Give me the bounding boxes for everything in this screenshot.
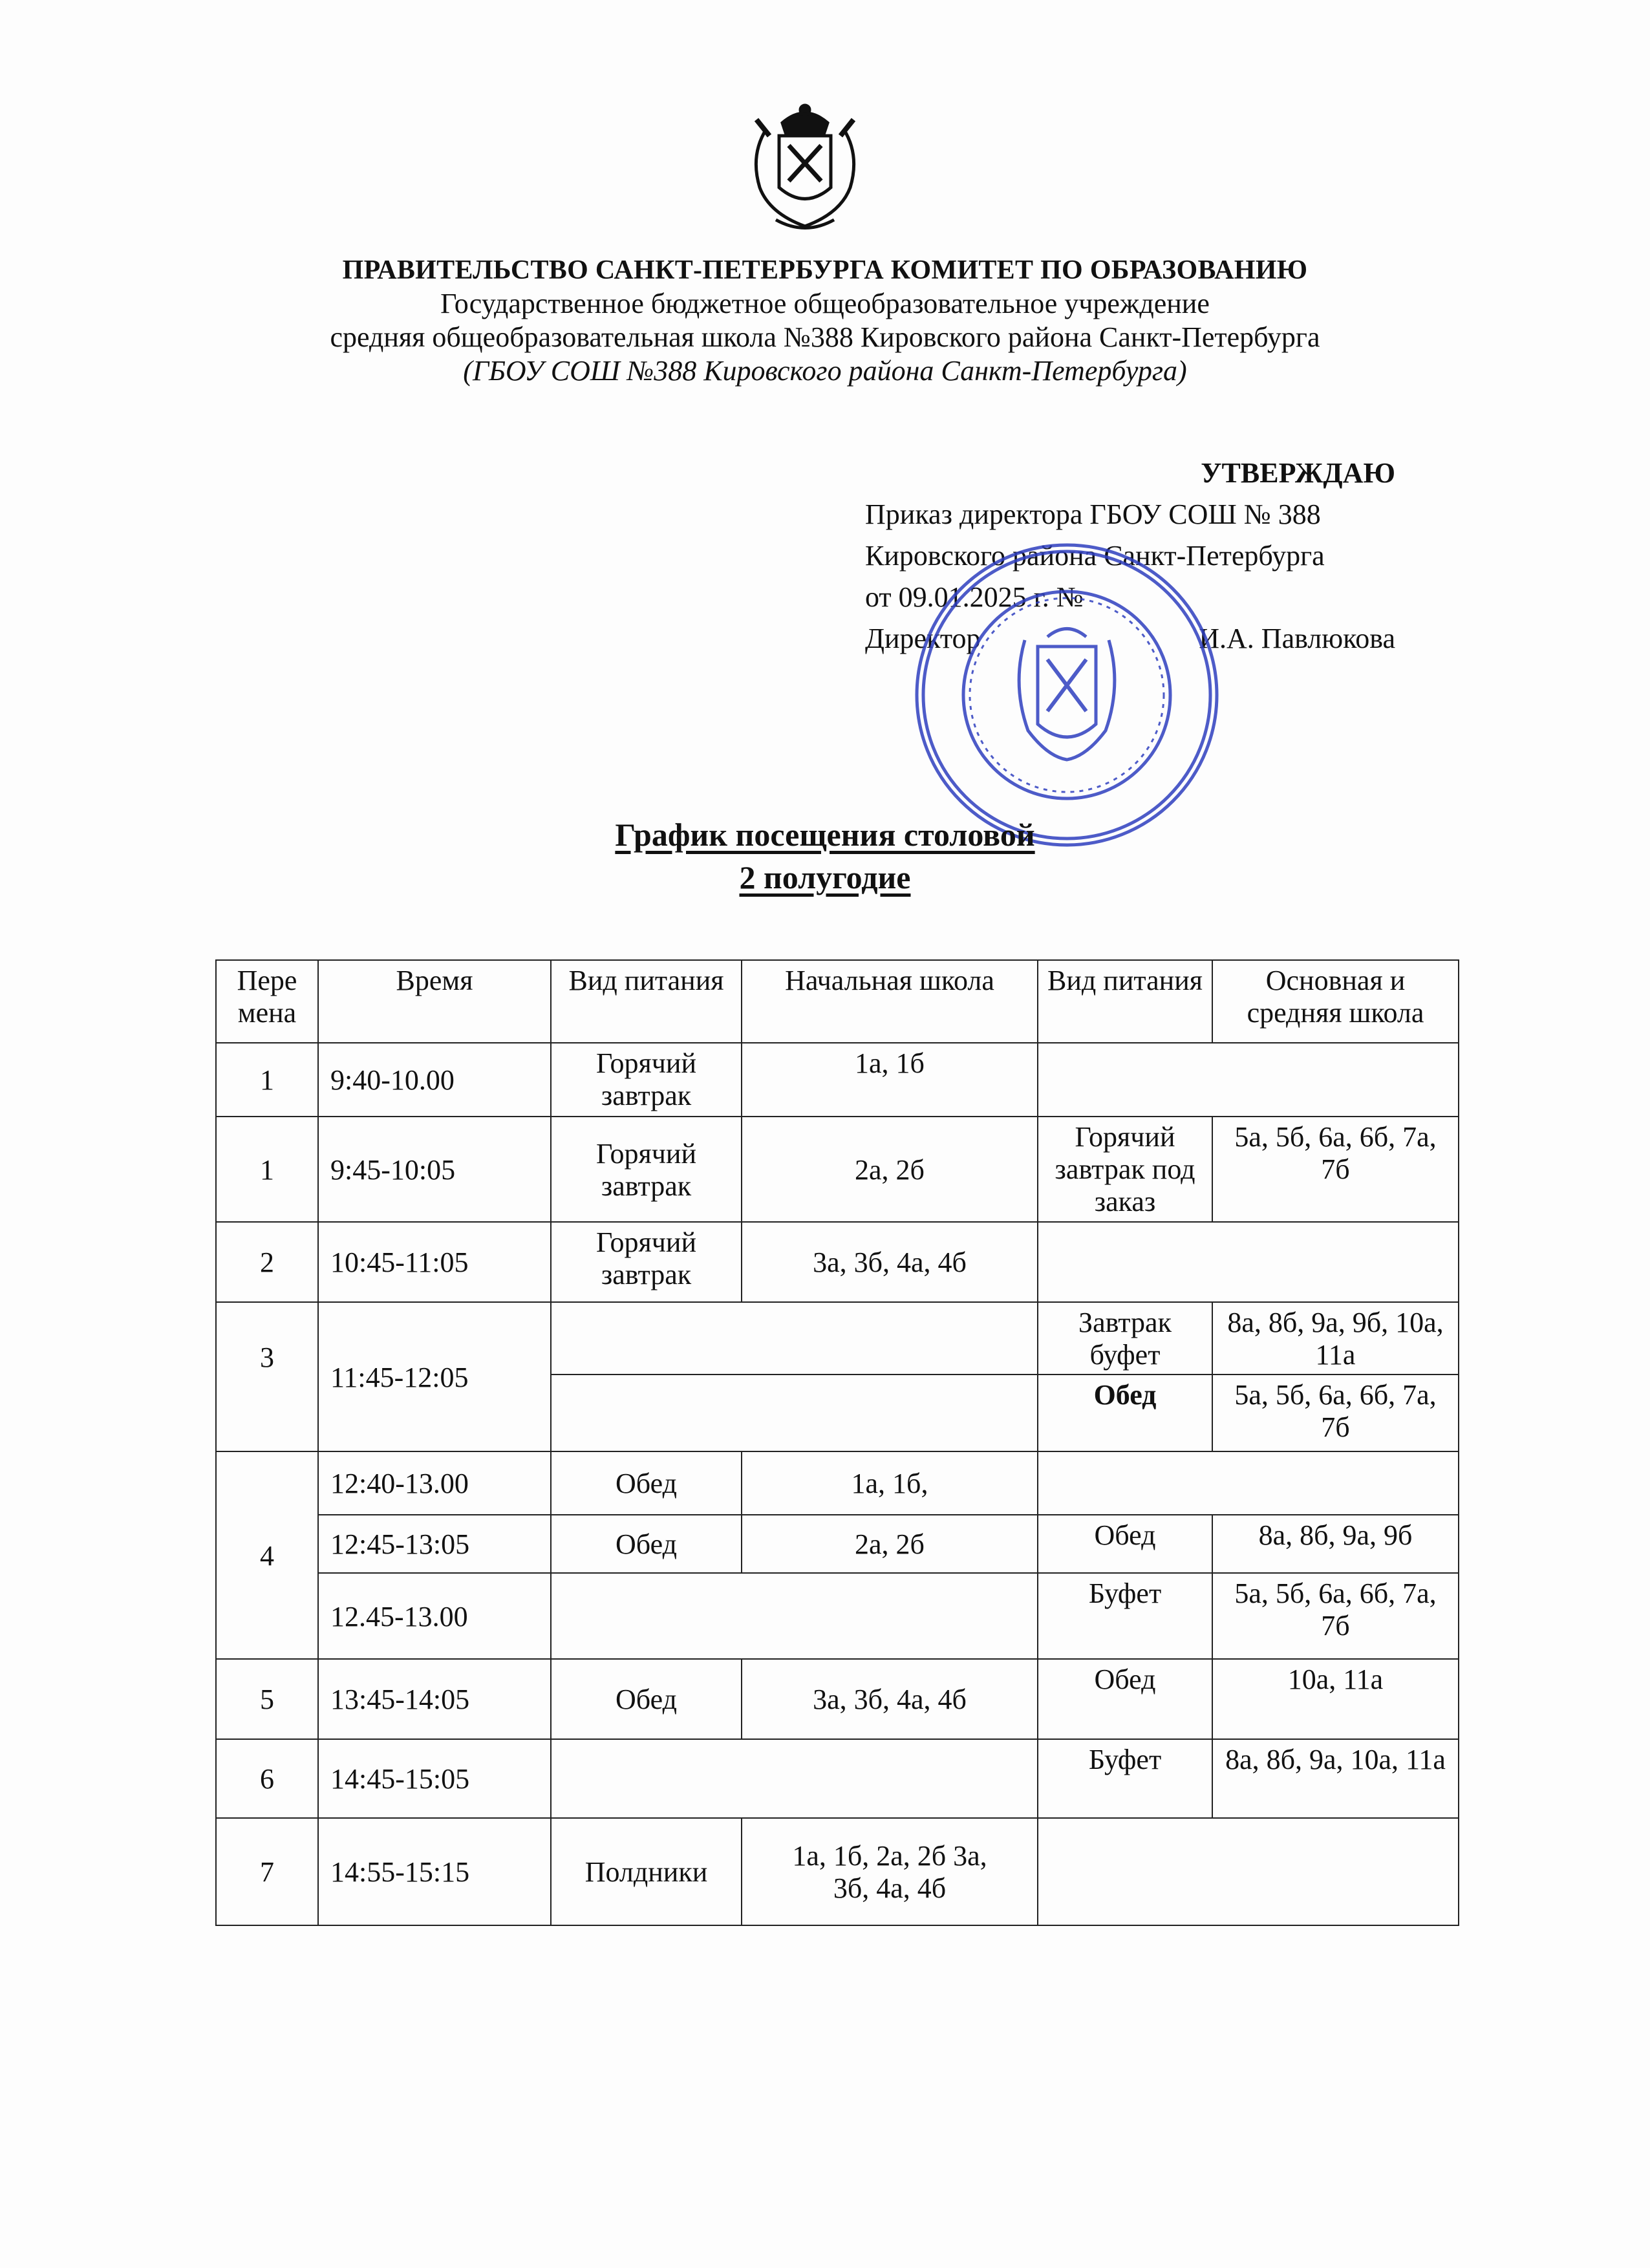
empty-cell bbox=[551, 1302, 1038, 1375]
classes-cell: 5а, 5б, 6а, 6б, 7а, 7б bbox=[1212, 1117, 1459, 1222]
empty-cell bbox=[1038, 1222, 1459, 1302]
government-heading: ПРАВИТЕЛЬСТВО САНКТ-ПЕТЕРБУРГА КОМИТЕТ ПО ОБРАЗОВАНИЮ bbox=[342, 255, 1308, 285]
approval-title: УТВЕРЖДАЮ bbox=[1201, 457, 1395, 489]
time-cell: 9:45-10:05 bbox=[318, 1117, 551, 1222]
table-row bbox=[216, 1573, 1459, 1659]
break-cell: 5 bbox=[216, 1659, 318, 1739]
document-title bbox=[0, 816, 1650, 853]
coat-of-arms-icon bbox=[744, 97, 866, 239]
classes-cell: 3а, 3б, 4а, 4б bbox=[742, 1659, 1038, 1739]
time-cell: 12:45-13:05 bbox=[318, 1515, 551, 1573]
meal-type-cell: Горячий завтрак bbox=[551, 1117, 742, 1222]
meal-type-cell: Горячий завтрак под заказ bbox=[1038, 1117, 1212, 1222]
time-cell: 14:55-15:15 bbox=[318, 1818, 551, 1925]
meal-type-cell: Обед bbox=[1038, 1375, 1212, 1451]
time-cell: 12:40-13.00 bbox=[318, 1451, 551, 1515]
approval-order: Приказ директора ГБОУ СОШ № 388 bbox=[865, 498, 1321, 530]
classes-cell: 1а, 1б, bbox=[742, 1451, 1038, 1515]
table-row bbox=[216, 1451, 1459, 1515]
empty-cell bbox=[1038, 1451, 1459, 1515]
time-cell: 10:45-11:05 bbox=[318, 1222, 551, 1302]
time-cell: 9:40-10.00 bbox=[318, 1043, 551, 1117]
column-header: Пере мена bbox=[216, 960, 318, 1043]
meal-type-cell: Горячий завтрак bbox=[551, 1043, 742, 1117]
table-row bbox=[216, 1818, 1459, 1925]
column-header: Вид питания bbox=[551, 960, 742, 1043]
meal-type-cell: Горячий завтрак bbox=[551, 1222, 742, 1302]
break-cell: 6 bbox=[216, 1739, 318, 1818]
approval-date: от 09.01.2025 г. № bbox=[865, 581, 1084, 613]
document-subtitle bbox=[0, 859, 1650, 896]
table-row bbox=[216, 1117, 1459, 1222]
time-cell: 12.45-13.00 bbox=[318, 1573, 551, 1659]
column-header: Вид питания bbox=[1038, 960, 1212, 1043]
meal-type-cell: Буфет bbox=[1038, 1739, 1212, 1818]
title-text: График посещения столовой bbox=[615, 817, 1035, 853]
empty-cell bbox=[1038, 1043, 1459, 1117]
break-cell: 1 bbox=[216, 1043, 318, 1117]
meal-type-cell: Полдники bbox=[551, 1818, 742, 1925]
empty-cell bbox=[551, 1375, 1038, 1451]
classes-cell: 2а, 2б bbox=[742, 1515, 1038, 1573]
table-row bbox=[216, 1222, 1459, 1302]
break-cell: 7 bbox=[216, 1818, 318, 1925]
meal-type-cell: Буфет bbox=[1038, 1573, 1212, 1659]
director-label: Директор bbox=[865, 623, 981, 654]
classes-cell: 5а, 5б, 6а, 6б, 7а, 7б bbox=[1212, 1573, 1459, 1659]
meal-type-cell: Обед bbox=[551, 1659, 742, 1739]
school-name: средняя общеобразовательная школа №388 Кировского района Санкт-Петербурга bbox=[330, 321, 1320, 353]
meal-type-cell: Обед bbox=[551, 1515, 742, 1573]
director-name: И.А. Павлюкова bbox=[1199, 623, 1395, 654]
institution-type: Государственное бюджетное общеобразовательное учреждение bbox=[440, 288, 1210, 319]
canteen-schedule-table bbox=[215, 959, 1459, 1926]
break-cell: 1 bbox=[216, 1117, 318, 1222]
table-header-row bbox=[216, 960, 1459, 1043]
subtitle-text: 2 полугодие bbox=[739, 859, 911, 895]
classes-cell: 8а, 8б, 9а, 9б, 10а, 11а bbox=[1212, 1302, 1459, 1375]
column-header: Время bbox=[318, 960, 551, 1043]
column-header: Начальная школа bbox=[742, 960, 1038, 1043]
meal-type-cell: Завтрак буфет bbox=[1038, 1302, 1212, 1375]
school-abbreviation: (ГБОУ СОШ №388 Кировского района Санкт-Петербурга) bbox=[463, 355, 1187, 387]
break-cell: 2 bbox=[216, 1222, 318, 1302]
table-row bbox=[216, 1659, 1459, 1739]
column-header: Основная и средняя школа bbox=[1212, 960, 1459, 1043]
classes-cell: 1а, 1б bbox=[742, 1043, 1038, 1117]
empty-cell bbox=[551, 1739, 1038, 1818]
empty-cell bbox=[1038, 1818, 1459, 1925]
meal-type-cell: Обед bbox=[551, 1451, 742, 1515]
classes-cell: 1а, 1б, 2а, 2б 3а, 3б, 4а, 4б bbox=[742, 1818, 1038, 1925]
table-row bbox=[216, 1515, 1459, 1573]
empty-cell bbox=[551, 1573, 1038, 1659]
classes-cell: 2а, 2б bbox=[742, 1117, 1038, 1222]
time-cell: 14:45-15:05 bbox=[318, 1739, 551, 1818]
time-cell: 11:45-12:05 bbox=[318, 1302, 551, 1451]
classes-cell: 8а, 8б, 9а, 10а, 11а bbox=[1212, 1739, 1459, 1818]
classes-cell: 8а, 8б, 9а, 9б bbox=[1212, 1515, 1459, 1573]
classes-cell: 10а, 11а bbox=[1212, 1659, 1459, 1739]
table-row bbox=[216, 1043, 1459, 1117]
official-seal bbox=[908, 537, 1225, 853]
classes-cell: 5а, 5б, 6а, 6б, 7а, 7б bbox=[1212, 1375, 1459, 1451]
table-row bbox=[216, 1302, 1459, 1375]
time-cell: 13:45-14:05 bbox=[318, 1659, 551, 1739]
classes-cell: 3а, 3б, 4а, 4б bbox=[742, 1222, 1038, 1302]
meal-type-cell: Обед bbox=[1038, 1659, 1212, 1739]
approval-district: Кировского района Санкт-Петербурга bbox=[865, 540, 1325, 572]
table-row bbox=[216, 1739, 1459, 1818]
break-cell: 4 bbox=[216, 1451, 318, 1659]
break-cell: 3 bbox=[216, 1302, 318, 1451]
meal-type-cell: Обед bbox=[1038, 1515, 1212, 1573]
